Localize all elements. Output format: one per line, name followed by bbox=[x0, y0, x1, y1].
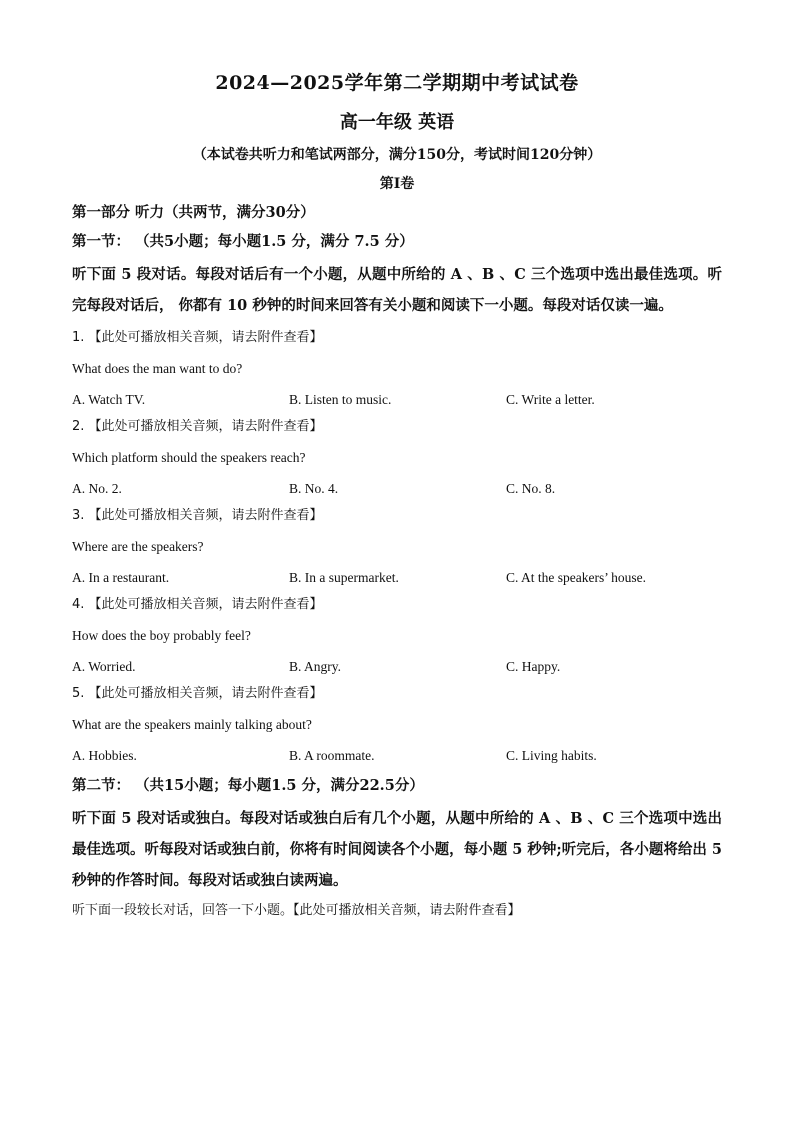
section1-heading: 第一节： （共5小题；每小题1.5 分，满分 7.5 分） bbox=[72, 233, 414, 250]
option-b[interactable]: B. Listen to music. bbox=[289, 392, 392, 407]
option-b[interactable]: B. No. 4. bbox=[289, 481, 339, 496]
option-b[interactable]: B. In a supermarket. bbox=[289, 570, 399, 585]
option-c[interactable]: C. Happy. bbox=[506, 659, 561, 674]
audio-placeholder[interactable]: 5. 【此处可播放相关音频，请去附件查看】 bbox=[72, 686, 323, 701]
option-a[interactable]: A. In a restaurant. bbox=[72, 570, 170, 585]
option-b[interactable]: B. A roommate. bbox=[289, 748, 375, 763]
question-text: What does the man want to do? bbox=[72, 361, 243, 376]
question-block bbox=[72, 417, 722, 499]
option-c[interactable]: C. Write a letter. bbox=[506, 392, 595, 407]
long-dialogue-audio-line[interactable]: 听下面一段较长对话，回答一下小题。【此处可播放相关音频，请去附件查看】 bbox=[72, 903, 521, 918]
question-text: Where are the speakers? bbox=[72, 539, 204, 554]
section1-instructions: 听下面 5 段对话。每段对话后有一个小题，从题中所给的 A 、B 、C 三个选项中选出最佳选项。听完每段对话后， 你都有 10 秒钟的时间来回答有关小题和阅读下一小题。每段对话仅读一遍。 bbox=[72, 266, 722, 314]
options-row bbox=[72, 479, 722, 499]
option-c[interactable]: C. At the speakers’ house. bbox=[506, 570, 646, 585]
options-row bbox=[72, 657, 722, 677]
question-text: What are the speakers mainly talking about? bbox=[72, 717, 312, 732]
option-a[interactable]: A. Hobbies. bbox=[72, 748, 137, 763]
question-block bbox=[72, 684, 722, 766]
option-a[interactable]: A. No. 2. bbox=[72, 481, 122, 496]
audio-placeholder[interactable]: 2. 【此处可播放相关音频，请去附件查看】 bbox=[72, 419, 323, 434]
audio-placeholder[interactable]: 3. 【此处可播放相关音频，请去附件查看】 bbox=[72, 508, 323, 523]
section2-heading: 第二节： （共15小题；每小题1.5 分，满分22.5分） bbox=[72, 777, 424, 794]
options-row bbox=[72, 568, 722, 588]
section2-instructions: 听下面 5 段对话或独白。每段对话或独白后有几个小题，从题中所给的 A 、B 、C 三个选项中选出最佳选项。听每段对话或独白前，你将有时间阅读各个小题，每小题 5 秒钟;听完后，各小题将给出 5 秒钟的作答时间。每段对话或独白读两遍。 bbox=[72, 810, 722, 889]
options-row bbox=[72, 390, 722, 410]
option-a[interactable]: A. Watch TV. bbox=[72, 392, 146, 407]
question-block bbox=[72, 328, 722, 410]
option-c[interactable]: C. No. 8. bbox=[506, 481, 556, 496]
options-row bbox=[72, 746, 722, 766]
question-block bbox=[72, 506, 722, 588]
exam-note: （本试卷共听力和笔试两部分，满分150分，考试时间120分钟） bbox=[192, 147, 602, 163]
question-text: How does the boy probably feel? bbox=[72, 628, 251, 643]
part1-heading: 第一部分 听力（共两节，满分30分） bbox=[72, 204, 315, 221]
question-block bbox=[72, 595, 722, 677]
audio-placeholder[interactable]: 1. 【此处可播放相关音频，请去附件查看】 bbox=[72, 330, 323, 345]
question-text: Which platform should the speakers reach? bbox=[72, 450, 306, 465]
volume-label: 第Ⅰ卷 bbox=[379, 176, 415, 192]
option-c[interactable]: C. Living habits. bbox=[506, 748, 597, 763]
audio-placeholder[interactable]: 4. 【此处可播放相关音频，请去附件查看】 bbox=[72, 597, 323, 612]
exam-subtitle: 高一年级 英语 bbox=[339, 112, 455, 133]
option-a[interactable]: A. Worried. bbox=[72, 659, 136, 674]
option-b[interactable]: B. Angry. bbox=[289, 659, 342, 674]
exam-title: 2024—2025学年第二学期期中考试试卷 bbox=[215, 72, 579, 94]
